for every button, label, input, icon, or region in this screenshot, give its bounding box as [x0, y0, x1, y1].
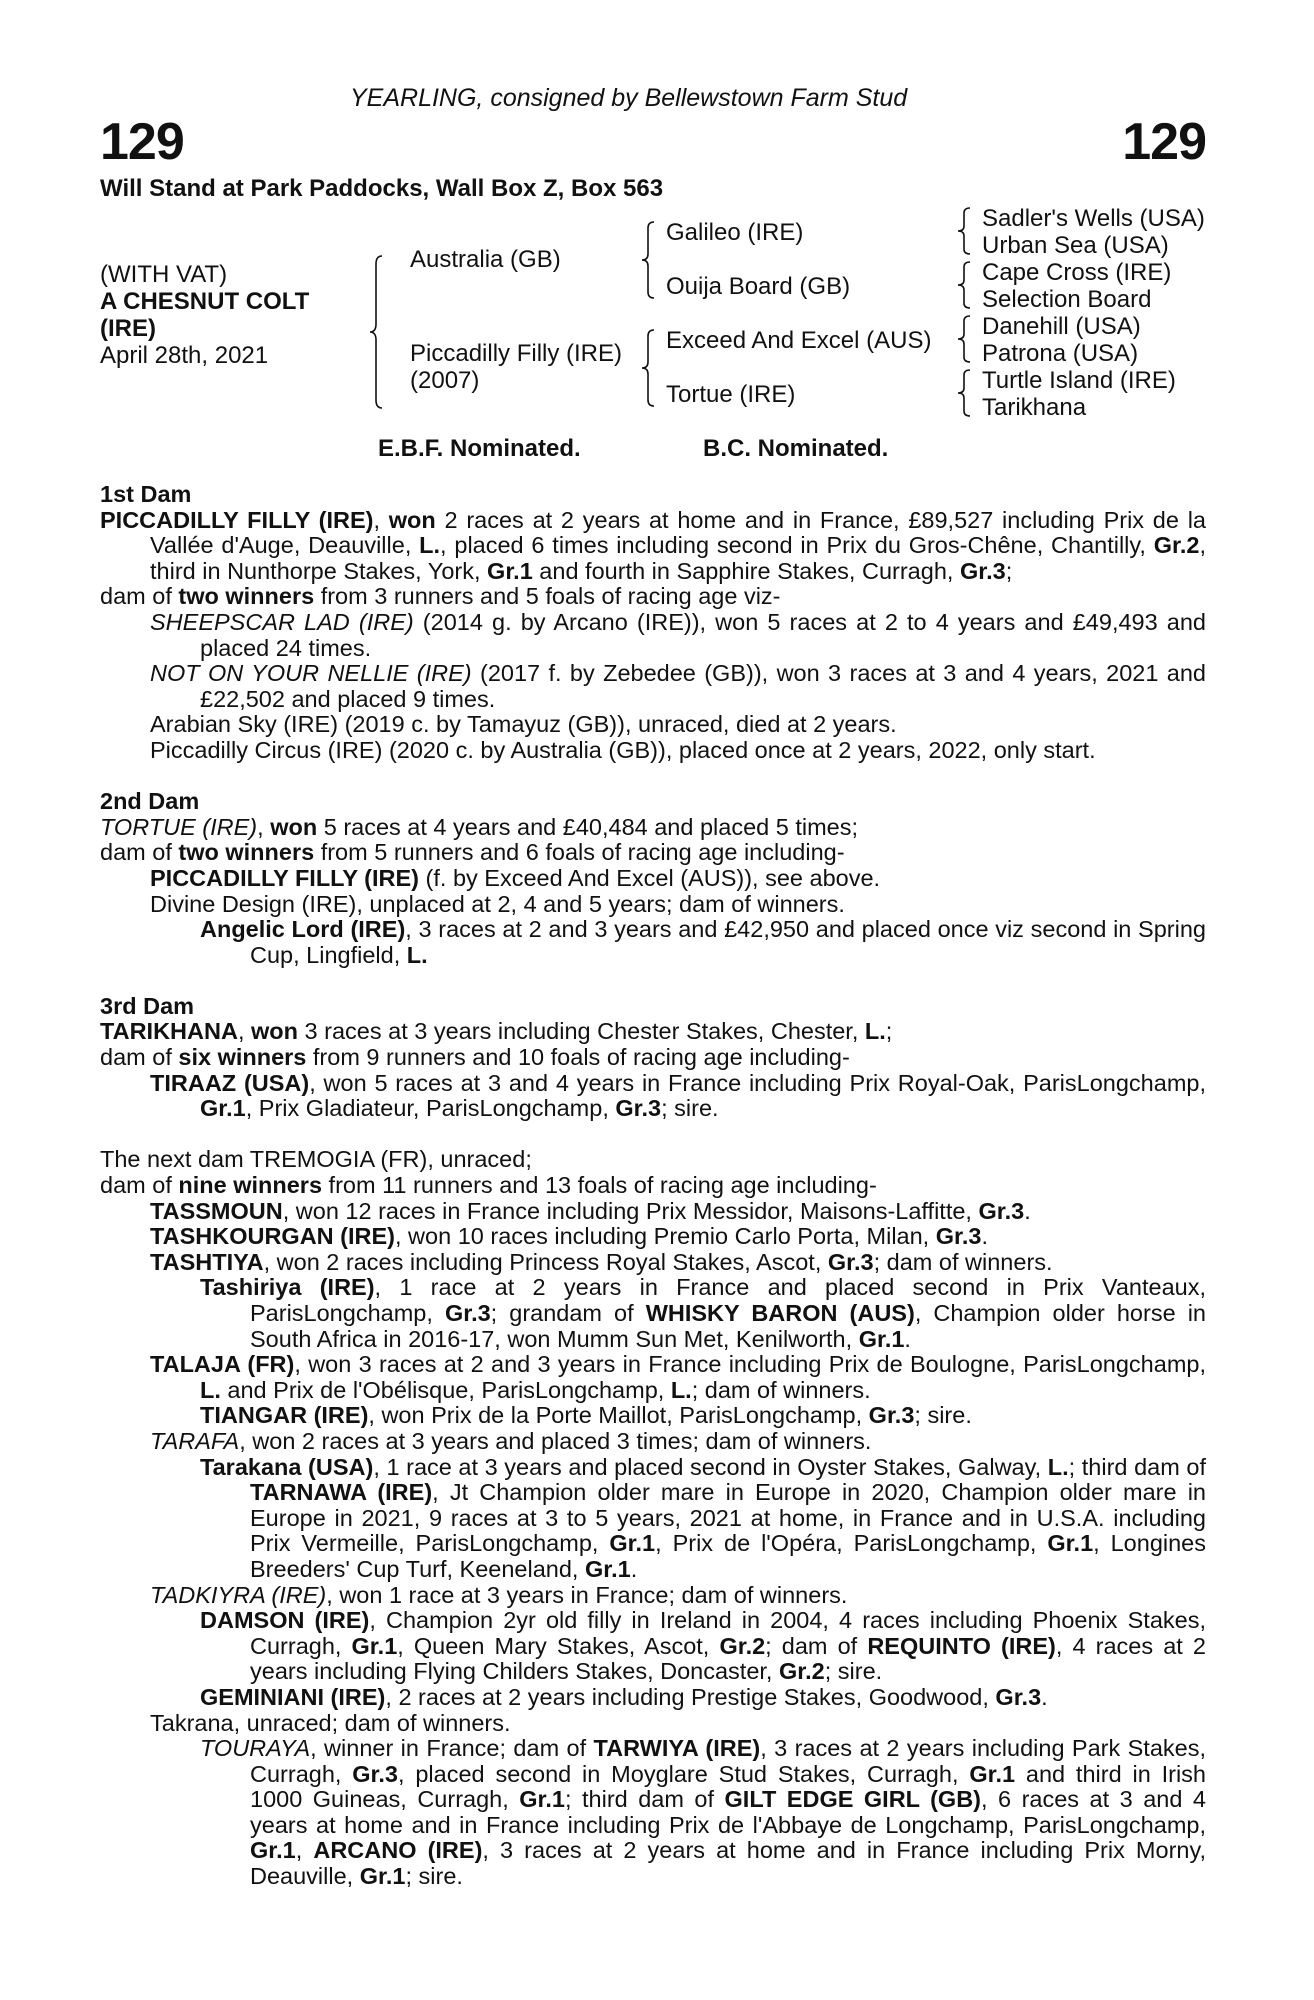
bold-text: Gr.1: [359, 1863, 406, 1890]
text-run: , won 12 races in France including Prix Messidor, Maisons-Laffitte,: [282, 1197, 979, 1224]
pedigree-entry: [100, 1736, 1206, 1890]
pedigree-sire-sire: Galileo (IRE): [666, 219, 804, 246]
pedigree-entry: [100, 892, 1206, 918]
text-run: from 9 runners and 10 foals of racing age including-: [306, 1044, 850, 1071]
text-run: .: [904, 1325, 911, 1352]
text-run: dam of: [100, 583, 179, 610]
dam-section: [100, 994, 1206, 1122]
text-run: , won 2 races including Princess Royal Stakes, Ascot,: [263, 1248, 828, 1275]
bold-text: TARIKHANA: [100, 1018, 238, 1045]
pedigree-entry: [100, 738, 1206, 764]
italic-text: TADKIYRA (IRE): [150, 1581, 327, 1608]
consignment-title: YEARLING, consigned by Bellewstown Farm Stud: [350, 84, 908, 112]
bold-text: TASHTIYA: [150, 1248, 264, 1275]
pedigree-entry: [100, 1403, 1206, 1429]
stand-location: Will Stand at Park Paddocks, Wall Box Z, Box 563: [100, 175, 664, 202]
bold-text: PICCADILLY FILLY (IRE): [150, 864, 419, 891]
text-run: ; dam of winners.: [873, 1248, 1053, 1275]
vat-note: (WITH VAT): [100, 261, 228, 288]
text-run: The next dam TREMOGIA (FR), unraced;: [100, 1146, 532, 1173]
pedigree-entry: [100, 917, 1206, 968]
section-title: 2nd Dam: [100, 788, 200, 815]
bold-text: nine winners: [178, 1172, 323, 1199]
pedigree-brace-gen1: [368, 252, 390, 412]
text-run: , 1 race at 2 years in France and placed second in Prix Vanteaux, ParisLongchamp,: [250, 1274, 1206, 1326]
italic-text: TOURAYA: [200, 1735, 311, 1762]
bold-text: Gr.3: [827, 1248, 874, 1275]
pedigree-brace-dam: [640, 326, 662, 410]
text-run: ; third dam of: [564, 1786, 725, 1813]
pedigree-entry: [100, 815, 1206, 841]
text-run: ; sire.: [824, 1658, 883, 1685]
pedigree-brace-g3-3: [956, 312, 978, 366]
ebf-nomination: E.B.F. Nominated.: [378, 435, 581, 462]
text-run: ; dam of winners.: [691, 1376, 871, 1403]
text-run: Divine Design (IRE), unplaced at 2, 4 and 5 years; dam of winners.: [150, 890, 845, 917]
bold-text: L.: [670, 1376, 692, 1403]
bc-nomination: B.C. Nominated.: [703, 435, 889, 462]
bold-text: Gr.3: [615, 1095, 662, 1122]
pedigree-g3-5: Danehill (USA): [982, 313, 1141, 340]
pedigree-g3-7: Turtle Island (IRE): [982, 367, 1176, 394]
bold-text: Gr.1: [585, 1555, 631, 1582]
bold-text: L.: [419, 532, 441, 559]
bold-text: Gr.1: [200, 1095, 246, 1122]
pedigree-dam-sire: Exceed And Excel (AUS): [666, 327, 932, 354]
bold-text: Gr.1: [1047, 1530, 1094, 1557]
bold-text: L.: [1047, 1453, 1069, 1480]
text-run: and Prix de l'Obélisque, ParisLongchamp,: [220, 1376, 671, 1403]
bold-text: Gr.1: [250, 1837, 296, 1864]
lot-number-left: 129: [100, 113, 184, 171]
bold-text: two winners: [178, 839, 315, 866]
bold-text: TIANGAR (IRE): [200, 1402, 369, 1429]
text-run: , third in Nunthorpe Stakes, York,: [150, 532, 1207, 584]
text-run: ; sire.: [405, 1863, 463, 1890]
pedigree-entry: [100, 1147, 1206, 1173]
pedigree-brace-g3-4: [956, 366, 978, 420]
text-run: ,: [257, 813, 271, 840]
pedigree-entry: [100, 1019, 1206, 1045]
text-run: , winner in France; dam of: [310, 1735, 594, 1762]
bold-text: Gr.1: [519, 1786, 565, 1813]
text-run: (2017 f. by Zebedee (GB)), won 3 races at 3 and 4 years, 2021 and £22,502 and placed 9 times.: [200, 660, 1206, 712]
pedigree-dam-dam: Tortue (IRE): [666, 381, 796, 408]
bold-text: Gr.3: [995, 1683, 1042, 1710]
text-run: from 3 runners and 5 foals of racing age viz-: [314, 583, 781, 610]
text-run: ,: [373, 506, 389, 533]
text-run: ; sire.: [661, 1095, 719, 1122]
bold-text: Gr.1: [858, 1325, 905, 1352]
text-run: dam of: [100, 1044, 179, 1071]
italic-text: NOT ON YOUR NELLIE (IRE): [150, 660, 472, 687]
text-run: , won 1 race at 3 years in France; dam of winners.: [326, 1581, 848, 1608]
bold-text: Tashiriya (IRE): [200, 1274, 375, 1301]
bold-text: Gr.2: [719, 1632, 766, 1659]
text-run: dam of: [100, 839, 179, 866]
text-run: , won 3 races at 2 and 3 years in France including Prix de Boulogne, ParisLongchamp,: [294, 1351, 1206, 1378]
bold-text: Gr.3: [935, 1223, 982, 1250]
pedigree-entry: [100, 1608, 1206, 1685]
text-run: ,: [295, 1837, 314, 1864]
text-run: , Champion older horse in South Africa in 2016-17, won Mumm Sun Met, Kenilworth,: [250, 1300, 1206, 1352]
text-run: ;: [1005, 557, 1013, 584]
bold-text: WHISKY BARON (AUS): [645, 1300, 915, 1326]
pedigree-entry: [100, 712, 1206, 738]
text-run: , won Prix de la Porte Maillot, ParisLongchamp,: [368, 1402, 869, 1429]
pedigree-entry: [100, 1045, 1206, 1071]
text-run: 5 races at 4 years and £40,484 and placed 5 times;: [317, 813, 859, 840]
pedigree-entry: [100, 1455, 1206, 1583]
pedigree-entry: [100, 584, 1206, 610]
text-run: (f. by Exceed And Excel (AUS)), see above.: [419, 864, 881, 891]
pedigree-brace-g3-2: [956, 258, 978, 312]
dam-section: [100, 482, 1206, 764]
bold-text: L.: [406, 941, 428, 968]
text-run: , 6 races at 3 and 4 years at home and in France including Prix de l'Abbaye de Longchamp, ParisLongchamp,: [250, 1786, 1206, 1838]
bold-text: Gr.1: [487, 557, 533, 584]
bold-text: Gr.3: [352, 1760, 398, 1787]
foaling-date: April 28th, 2021: [100, 342, 269, 369]
catalogue-body: [100, 482, 1206, 1890]
text-run: .: [1024, 1197, 1031, 1224]
bold-text: TARNAWA (IRE): [250, 1479, 433, 1506]
pedigree-sire-dam: Ouija Board (GB): [666, 273, 851, 300]
text-run: , placed 6 times including second in Prix du Gros-Chêne, Chantilly,: [440, 532, 1154, 559]
text-run: ; third dam of: [1068, 1453, 1206, 1480]
text-run: .: [630, 1555, 638, 1582]
pedigree-brace-sire: [640, 218, 662, 302]
text-run: , 1 race at 3 years and placed second in Oyster Stakes, Galway,: [373, 1453, 1048, 1480]
bold-text: Gr.1: [351, 1632, 398, 1659]
horse-name: A CHESNUT COLT: [100, 288, 310, 315]
text-run: , 4 races at 2 years including Flying Childers Stakes, Doncaster,: [250, 1632, 1206, 1685]
bold-text: Gr.3: [959, 557, 1006, 584]
pedigree-g3-8: Tarikhana: [982, 394, 1087, 421]
dam-section: [100, 1147, 1206, 1889]
bold-text: Gr.1: [609, 1530, 656, 1557]
pedigree-sire: Australia (GB): [410, 246, 561, 273]
text-run: Takrana, unraced; dam of winners.: [150, 1709, 511, 1736]
text-run: , won 2 races at 3 years and placed 3 times; dam of winners.: [239, 1427, 872, 1454]
pedigree-entry: [100, 1352, 1206, 1403]
text-run: , Champion 2yr old filly in Ireland in 2004, 4 races including Phoenix Stakes, Curragh,: [250, 1607, 1207, 1659]
bold-text: GILT EDGE GIRL (GB): [724, 1786, 981, 1813]
text-run: , 2 races at 2 years including Prestige Stakes, Goodwood,: [385, 1683, 996, 1710]
bold-text: TASHKOURGAN (IRE): [150, 1223, 395, 1250]
pedigree-dam-year: (2007): [410, 367, 480, 394]
bold-text: Gr.3: [978, 1197, 1025, 1224]
text-run: 2 races at 2 years at home and in France, £89,527 including Prix de la Vallée d'Auge, Deauville,: [150, 506, 1206, 559]
pedigree-entry: [100, 1173, 1206, 1199]
text-run: and third in Irish 1000 Guineas, Curragh,: [250, 1760, 1206, 1813]
bold-text: TARWIYA (IRE): [593, 1735, 761, 1762]
bold-text: TASSMOUN: [150, 1197, 283, 1224]
bold-text: Tarakana (USA): [200, 1453, 374, 1480]
text-run: and fourth in Sapphire Stakes, Curragh,: [532, 557, 960, 584]
bold-text: Gr.2: [779, 1658, 825, 1685]
pedigree-entry: [100, 1685, 1206, 1711]
text-run: , Longines Breeders' Cup Turf, Keeneland,: [250, 1530, 1207, 1582]
text-run: 3 races at 3 years including Chester Stakes, Chester,: [298, 1018, 865, 1045]
pedigree-dam: Piccadilly Filly (IRE): [410, 340, 623, 367]
text-run: .: [1041, 1683, 1048, 1710]
text-run: ,: [237, 1018, 251, 1045]
dam-section: [100, 789, 1206, 968]
pedigree-g3-4: Selection Board: [982, 286, 1152, 313]
pedigree-g3-1: Sadler's Wells (USA): [982, 205, 1205, 232]
italic-text: TORTUE (IRE): [100, 813, 258, 840]
pedigree-entry: [100, 866, 1206, 892]
bold-text: DAMSON (IRE): [200, 1607, 370, 1634]
bold-text: six winners: [178, 1044, 307, 1071]
text-run: .: [981, 1223, 989, 1250]
text-run: , 3 races at 2 years including Park Stakes, Curragh,: [250, 1735, 1206, 1787]
text-run: , Jt Champion older mare in Europe in 2020, Champion older mare in Europe in 2021, 9 races at 3 to 5 years, 2021 at home, in France and in U.S.A. including Prix Vermeille, ParisLongchamp,: [250, 1479, 1206, 1557]
bold-text: Gr.1: [969, 1760, 1016, 1787]
text-run: (2014 g. by Arcano (IRE)), won 5 races at 2 to 4 years and £49,493 and placed 24 times.: [200, 608, 1206, 661]
bold-text: TALAJA (FR): [150, 1351, 295, 1378]
bold-text: Gr.3: [444, 1300, 491, 1326]
text-run: ; dam of: [765, 1632, 868, 1659]
text-run: ; grandam of: [490, 1300, 646, 1326]
bold-text: L.: [200, 1376, 221, 1403]
pedigree-entry: [100, 1275, 1206, 1352]
text-run: , placed second in Moyglare Stud Stakes, Curragh,: [398, 1760, 970, 1787]
pedigree-g3-2: Urban Sea (USA): [982, 232, 1169, 259]
pedigree-entry: [100, 840, 1206, 866]
bold-text: TIRAAZ (USA): [150, 1069, 310, 1096]
text-run: , Prix Gladiateur, ParisLongchamp,: [245, 1095, 616, 1122]
text-run: Piccadilly Circus (IRE) (2020 c. by Australia (GB)), placed once at 2 years, 2022, only start.: [150, 736, 1096, 763]
pedigree-g3-6: Patrona (USA): [982, 340, 1139, 367]
bold-text: PICCADILLY FILLY (IRE): [100, 506, 374, 533]
bold-text: Angelic Lord (IRE): [200, 916, 406, 943]
pedigree-g3-3: Cape Cross (IRE): [982, 259, 1172, 286]
section-title: 3rd Dam: [100, 992, 195, 1019]
bold-text: ARCANO (IRE): [313, 1837, 483, 1864]
text-run: , Prix de l'Opéra, ParisLongchamp,: [655, 1530, 1048, 1557]
pedigree-entry: [100, 610, 1206, 661]
text-run: , Queen Mary Stakes, Ascot,: [397, 1632, 720, 1659]
pedigree-brace-g3-1: [956, 204, 978, 258]
text-run: , 3 races at 2 years at home and in France including Prix Morny, Deauville,: [250, 1837, 1206, 1890]
bold-text: won: [388, 506, 436, 533]
bold-text: L.: [864, 1018, 886, 1045]
section-title: 1st Dam: [100, 481, 192, 507]
text-run: , won 5 races at 3 and 4 years in France including Prix Royal-Oak, ParisLongchamp,: [309, 1069, 1206, 1096]
bold-text: won: [270, 813, 318, 840]
bold-text: Gr.3: [868, 1402, 915, 1429]
pedigree-entry: [100, 1071, 1206, 1122]
text-run: Arabian Sky (IRE) (2019 c. by Tamayuz (GB)), unraced, died at 2 years.: [150, 711, 897, 738]
pedigree-entry: [100, 508, 1206, 585]
pedigree-entry: [100, 1224, 1206, 1250]
text-run: dam of: [100, 1172, 179, 1199]
italic-text: SHEEPSCAR LAD (IRE): [150, 608, 414, 635]
text-run: , 3 races at 2 and 3 years and £42,950 and placed once viz second in Spring Cup, Lingfield,: [250, 916, 1206, 968]
horse-country: (IRE): [100, 315, 156, 342]
pedigree-entry: [100, 1250, 1206, 1276]
bold-text: GEMINIANI (IRE): [200, 1683, 386, 1710]
text-run: , won 10 races including Premio Carlo Porta, Milan,: [395, 1223, 936, 1250]
pedigree-entry: [100, 1711, 1206, 1737]
text-run: from 5 runners and 6 foals of racing age including-: [314, 839, 845, 866]
text-run: from 11 runners and 13 foals of racing age including-: [322, 1172, 877, 1199]
text-run: ;: [885, 1018, 893, 1045]
pedigree-entry: [100, 1429, 1206, 1455]
pedigree-entry: [100, 1199, 1206, 1225]
lot-number-right: 129: [1122, 113, 1206, 171]
pedigree-entry: [100, 661, 1206, 712]
bold-text: REQUINTO (IRE): [867, 1632, 1056, 1659]
bold-text: Gr.2: [1153, 532, 1200, 559]
bold-text: won: [251, 1018, 298, 1045]
italic-text: TARAFA: [150, 1427, 240, 1454]
bold-text: two winners: [178, 583, 315, 610]
text-run: ; sire.: [914, 1402, 972, 1429]
pedigree-entry: [100, 1583, 1206, 1609]
